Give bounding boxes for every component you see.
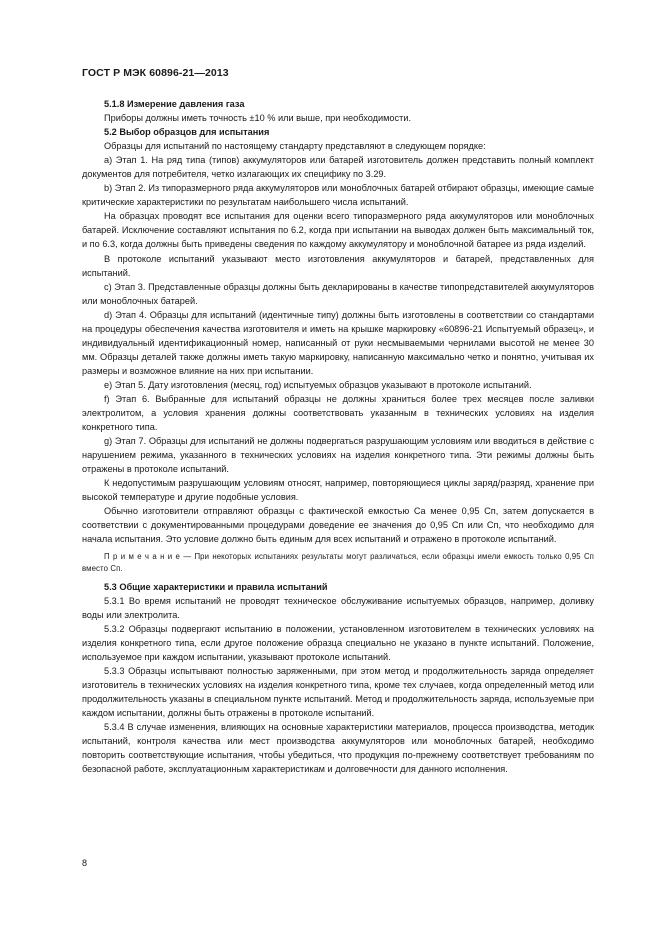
page-header-title: ГОСТ Р МЭК 60896-21—2013 [82, 67, 229, 79]
paragraph-step-a: a) Этап 1. На ряд типа (типов) аккумуляторов или батарей изготовитель должен представить полный комплект документов для потребителя, четко излагающих их специфику по 3.29. [82, 155, 594, 180]
paragraph: Образцы для испытаний по настоящему стандарту представляют в следующем порядке: [104, 141, 486, 152]
paragraph-step-d: d) Этап 4. Образцы для испытаний (идентичные типу) должны быть изготовлены в соответствии со стандартами на процедуры обеспечения качества изготовителя и иметь на крышке маркировку «60896-21 Испытуемый образец», и индивидуальный идентификационный номер, написанный от руки несмываемыми чернилами высотой не менее 30 мм. Образцы деталей также должны иметь такую маркировку, написанную максимально четко и понятно, учитывая их размеры и возможное влияние на них при испытании. [82, 309, 594, 376]
paragraph-step-e: e) Этап 5. Дату изготовления (месяц, год) испытуемых образцов указывают в протоколе испытаний. [104, 379, 532, 390]
paragraph-step-b: b) Этап 2. Из типоразмерного ряда аккумуляторов или моноблочных батарей отбирают образцы, имеющие самые критические характеристики по результатам наибольшего числа испытаний. [82, 183, 594, 208]
paragraph-step-f: f) Этап 6. Выбранные для испытаний образцы не должны храниться более трех месяцев после заливки электролитом, а условия хранения должны соответствовать указанным в технических условиях на изделия конкретного типа. [82, 393, 594, 433]
paragraph: К недопустимым разрушающим условиям относят, например, повторяющиеся циклы заряд/разряд, хранение при высокой температуре и другие подобные условия. [82, 478, 594, 503]
document-body [82, 97, 594, 776]
paragraph: Приборы должны иметь точность ±10 % или выше, при необходимости. [104, 113, 412, 124]
paragraph-5-3-4: 5.3.4 В случае изменения, влияющих на основные характеристики материалов, процесса производства, методик испытаний, контроля качества или мест производства аккумуляторов или моноблочных батарей, необходимо повторить соответствующие испытания, чтобы убедиться, что продукция по-прежнему соответствует требованиям по безопасной работе, эксплуатационным характеристикам и долговечности для данного исполнения. [82, 721, 594, 775]
section-heading-5-1-8: 5.1.8 Измерение давления газа [104, 99, 245, 109]
page-number: 8 [82, 858, 88, 868]
paragraph-step-g: g) Этап 7. Образцы для испытаний не должны подвергаться разрушающим условиям или вводиться в действие с нарушением режима, указанного в технических условиях на изделия конкретного типа. Эти режимы должны быть отражены в протоколе испытаний. [82, 436, 594, 475]
note: П р и м е ч а н и е — При некоторых испытаниях результаты могут различаться, если образцы имели емкость только 0,95 Cп вместо Cп. [82, 551, 594, 573]
paragraph-step-c: c) Этап 3. Представленные образцы должны быть декларированы в качестве типопредставителей аккумуляторов или моноблочных батарей. [82, 281, 594, 306]
paragraph: В протоколе испытаний указывают место изготовления аккумуляторов и батарей, представленных для испытаний. [82, 253, 594, 278]
paragraph-5-3-3: 5.3.3 Образцы испытывают полностью заряженными, при этом метод и продолжительность заряда определяет изготовитель в технических условиях на изделия конкретного типа, кроме тех случаев, когда определенный метод или продолжительность указаны в специальном пункте испытаний. Метод и продолжительность заряда, используемые при каждом испытании, должны быть отражены в протоколе испытаний. [82, 665, 594, 718]
paragraph: На образцах проводят все испытания для оценки всего типоразмерного ряда аккумуляторов или моноблочных батарей. Исключение составляют испытания по 6.2, когда при испытании на выводах должен быть максимальный ток, и по 6.3, когда должны быть приведены сведения по каждому аккумулятору и моноблочной батарее из ряда изделий. [82, 211, 594, 250]
paragraph: Обычно изготовители отправляют образцы с фактической емкостью Cа менее 0,95 Cп, затем допускается в соответствии с документированными процедурами доведение ее значения до 0,95 Cп или Cп, что необходимо для начала испытания. Это условие должно быть единым для всех испытаний и отражено в протоколе испытаний. [82, 506, 594, 545]
section-heading-5-3: 5.3 Общие характеристики и правила испытаний [104, 581, 328, 592]
paragraph-5-3-2: 5.3.2 Образцы подвергают испытанию в положении, установленном изготовителем в технических условиях на изделия конкретного типа, если другое положение образца специально не указано в пункте испытаний. Положение, используемое при каждом испытании, указывают протоколе испытаний. [82, 623, 594, 662]
paragraph-5-3-1: 5.3.1 Во время испытаний не проводят техническое обслуживание испытуемых образцов, например, доливку воды или электролита. [82, 595, 594, 620]
section-heading-5-2: 5.2 Выбор образцов для испытания [104, 127, 270, 138]
